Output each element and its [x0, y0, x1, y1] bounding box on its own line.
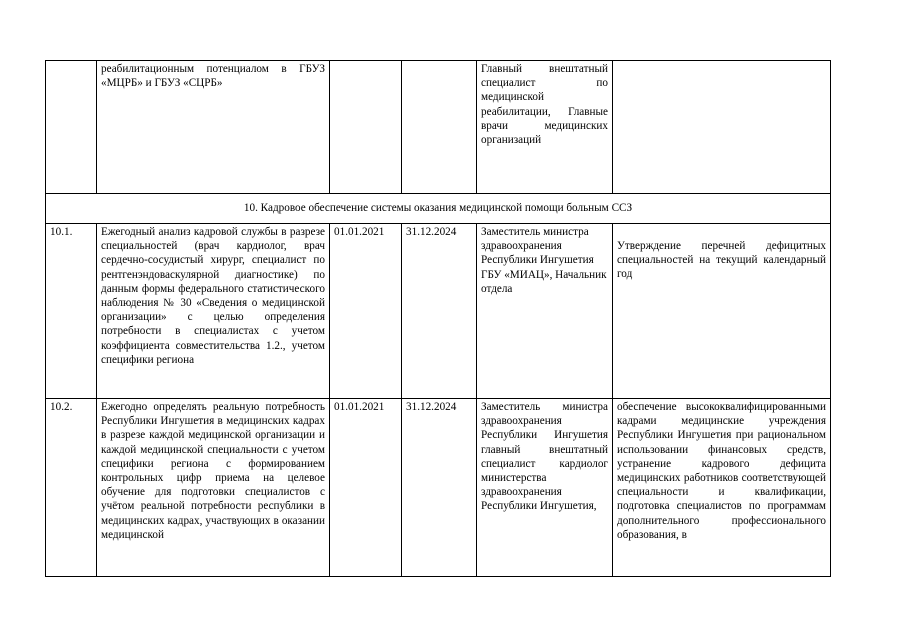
result-cell: [613, 61, 831, 194]
result-cell: [613, 224, 831, 399]
end-date-cell: [402, 61, 477, 194]
start-date-cell: 01.01.2021: [330, 399, 402, 577]
table-row: [46, 61, 831, 194]
section-row: [46, 194, 831, 224]
measures-table: [45, 60, 831, 577]
action-cell: реабилитационным потенциалом в ГБУЗ «МЦРБ» и ГБУЗ «СЦРБ»: [97, 61, 330, 194]
table-row: [46, 224, 831, 399]
result-cell: обеспечение высококвалифицированными кадрами медицинские учреждения Республики Ингушетия при рациональном использовании финансовых средств, устранение кадрового дефицита медицинских работников соответствующей специальности и квалификации, подготовка специалистов по программам дополнительного профессионального образования, в: [613, 399, 831, 577]
start-date-cell: [330, 61, 402, 194]
responsible-cell: Главный внештатный специалист по медицинской реабилитации, Главные врачи медицинских организаций: [477, 61, 613, 194]
result-text: Утверждение перечней дефицитных специальностей на текущий календарный год: [617, 240, 826, 281]
end-date-cell: 31.12.2024: [402, 399, 477, 577]
action-cell: Ежегодно определять реальную потребность Республики Ингушетия в медицинских кадрах в разрезе каждой медицинской организации и каждой медицинской специальности с учетом специфики региона с формированием контрольных цифр приема на целевое обучение для подготовки специалистов с учётом реальной потребности республики в медицинских кадрах, участвующих в оказании медицинской: [97, 399, 330, 577]
row-number: [46, 61, 97, 194]
row-number: 10.1.: [46, 224, 97, 399]
start-date-cell: 01.01.2021: [330, 224, 402, 399]
table-row: [46, 399, 831, 577]
responsible-cell: Заместитель министра здравоохранения Республики Ингушетия главный внештатный специалист кардиолог министерства здравоохранения Республики Ингушетия,: [477, 399, 613, 577]
end-date-cell: 31.12.2024: [402, 224, 477, 399]
row-number: 10.2.: [46, 399, 97, 577]
responsible-cell: Заместитель министра здравоохранения Республики Ингушетия ГБУ «МИАЦ», Начальник отдела: [477, 224, 613, 399]
document-page: [45, 60, 830, 577]
action-cell: Ежегодный анализ кадровой службы в разрезе специальностей (врач кардиолог, врач сердечно-сосудистый хирург, специалист по рентгенэндоваскулярной диагностике) по данным формы федерального статистического наблюдения № 30 «Сведения о медицинской организации» с целью определения потребности в специалистах с учетом коэффициента совместительства 1.2., учетом специфики региона: [97, 224, 330, 399]
section-title: 10. Кадровое обеспечение системы оказания медицинской помощи больным ССЗ: [46, 194, 831, 224]
